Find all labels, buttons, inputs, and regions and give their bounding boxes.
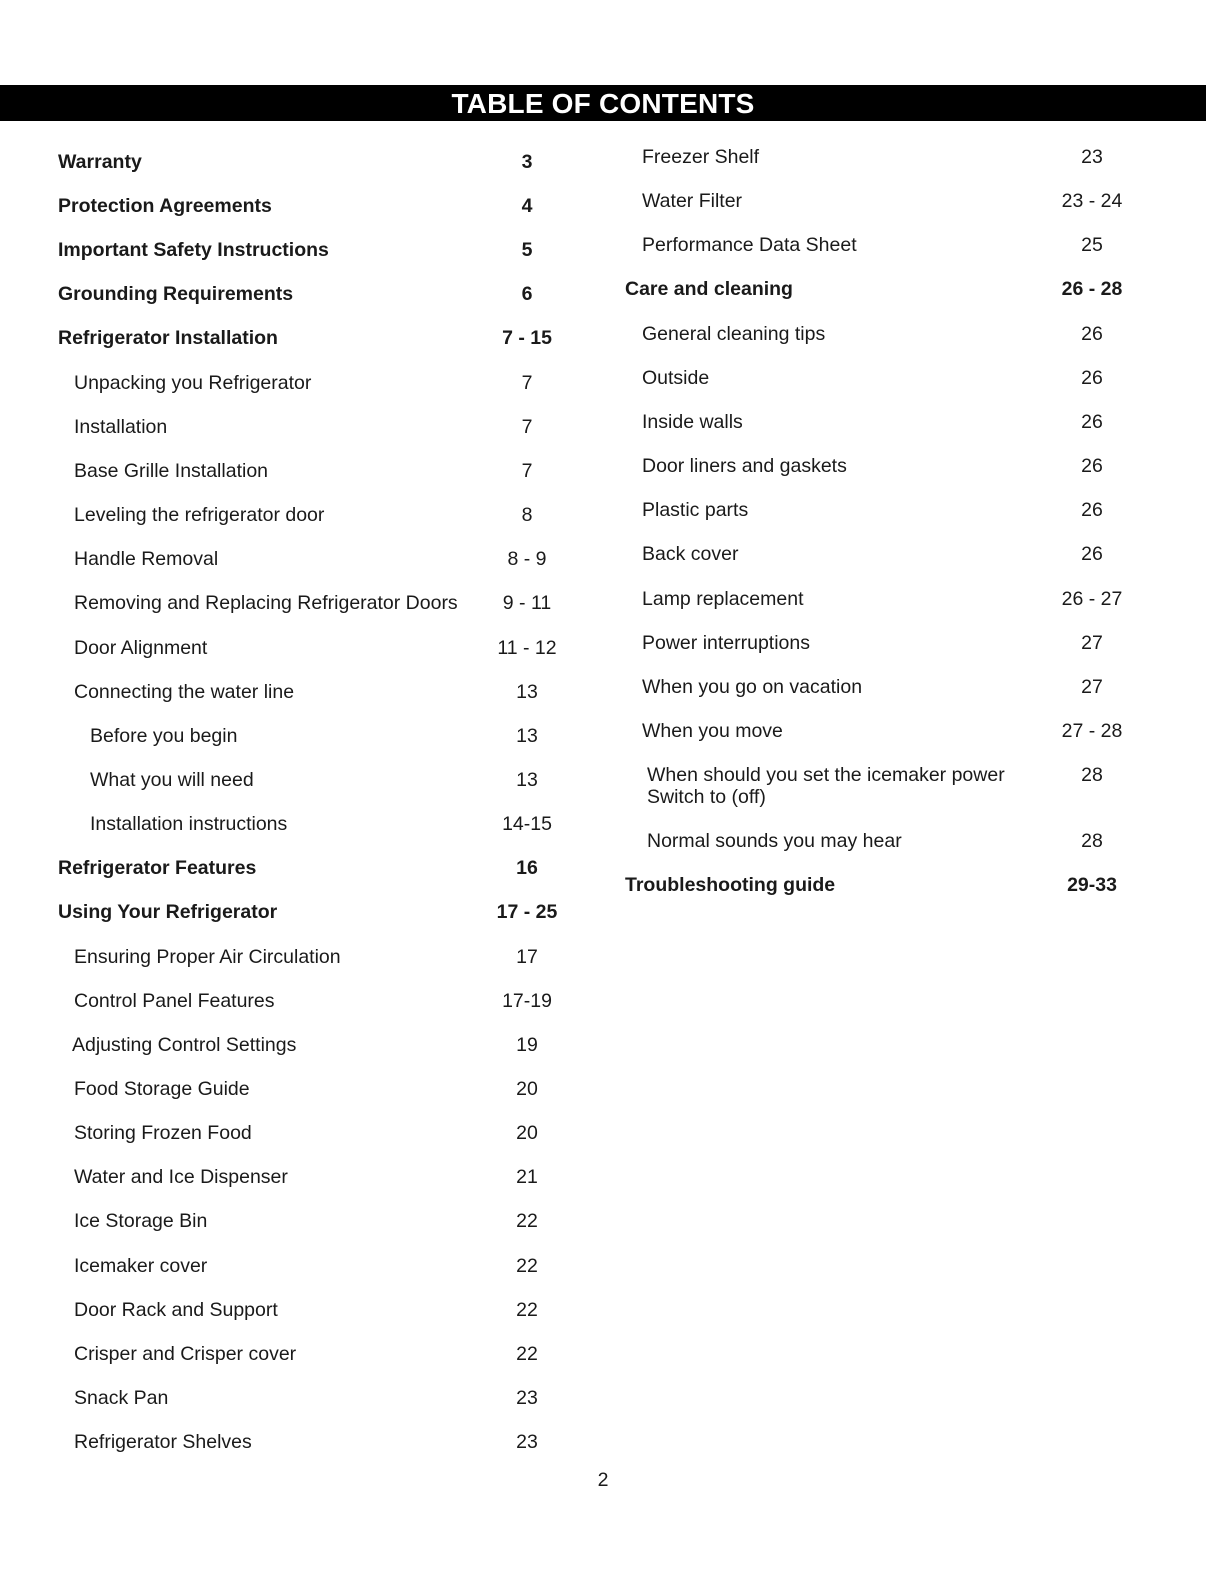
toc-label: Using Your Refrigerator xyxy=(58,901,278,923)
toc-page: 26 xyxy=(1081,455,1103,477)
toc-page: 17 - 25 xyxy=(496,901,558,923)
toc-label: Grounding Requirements xyxy=(58,283,294,305)
toc-page: 26 xyxy=(1081,411,1103,433)
toc-page: 3 xyxy=(521,151,533,173)
toc-label: Performance Data Sheet xyxy=(642,234,857,256)
toc-page: 8 xyxy=(521,504,533,526)
toc-page: 13 xyxy=(516,725,538,747)
toc-page: 7 xyxy=(521,416,533,438)
toc-label: Refrigerator Features xyxy=(58,857,257,879)
toc-page: 7 xyxy=(521,460,533,482)
toc-page: 22 xyxy=(516,1299,538,1321)
toc-page: 19 xyxy=(516,1034,538,1056)
toc-page: 4 xyxy=(521,195,533,217)
toc-page: 23 xyxy=(516,1387,538,1409)
toc-page: 26 - 28 xyxy=(1061,278,1123,300)
toc-page: 17-19 xyxy=(502,990,552,1012)
toc-page: 26 xyxy=(1081,543,1103,565)
toc-label: Back cover xyxy=(642,543,739,565)
toc-page: 23 xyxy=(516,1431,538,1453)
toc-label: Plastic parts xyxy=(642,499,749,521)
toc-label: Snack Pan xyxy=(74,1387,169,1409)
toc-page: 23 - 24 xyxy=(1061,190,1123,212)
page-number: 2 xyxy=(597,1469,609,1491)
toc-page: 28 xyxy=(1081,764,1103,786)
toc-label: Removing and Replacing Refrigerator Doors xyxy=(74,592,458,614)
toc-page: 22 xyxy=(516,1255,538,1277)
toc-page: 5 xyxy=(521,239,533,261)
toc-page: 6 xyxy=(521,283,533,305)
toc-page: 13 xyxy=(516,769,538,791)
toc-page: 27 xyxy=(1081,632,1103,654)
toc-label: When you move xyxy=(642,720,783,742)
toc-label: Unpacking you Refrigerator xyxy=(74,372,312,394)
toc-page: 20 xyxy=(516,1122,538,1144)
toc-label: Door Rack and Support xyxy=(74,1299,278,1321)
toc-page: 7 xyxy=(521,372,533,394)
toc-page: 27 xyxy=(1081,676,1103,698)
toc-label: Before you begin xyxy=(90,725,238,747)
toc-label: Handle Removal xyxy=(74,548,219,570)
toc-page: 26 xyxy=(1081,499,1103,521)
toc-label: Power interruptions xyxy=(642,632,810,654)
toc-page: 16 xyxy=(516,857,538,879)
toc-label: Lamp replacement xyxy=(642,588,804,610)
toc-label: Ensuring Proper Air Circulation xyxy=(74,946,341,968)
toc-page: 26 - 27 xyxy=(1061,588,1123,610)
toc-label: Control Panel Features xyxy=(74,990,275,1012)
toc-label: Connecting the water line xyxy=(74,681,295,703)
toc-page: 29-33 xyxy=(1067,874,1117,896)
toc-page: 8 - 9 xyxy=(507,548,547,570)
toc-page: 21 xyxy=(516,1166,538,1188)
toc-label: When should you set the icemaker power Switch to (off) xyxy=(647,764,1005,808)
toc-label: When you go on vacation xyxy=(642,676,863,698)
toc-page: 7 - 15 xyxy=(502,327,552,349)
toc-label: Crisper and Crisper cover xyxy=(74,1343,297,1365)
toc-label: Water Filter xyxy=(642,190,743,212)
toc-page: 27 - 28 xyxy=(1061,720,1123,742)
toc-label: Freezer Shelf xyxy=(642,146,760,168)
toc-page: 22 xyxy=(516,1210,538,1232)
toc-page: 22 xyxy=(516,1343,538,1365)
toc-page: 28 xyxy=(1081,830,1103,852)
toc-label: Leveling the refrigerator door xyxy=(74,504,325,526)
toc-page: 26 xyxy=(1081,323,1103,345)
toc-label: Base Grille Installation xyxy=(74,460,269,482)
toc-label: Refrigerator Installation xyxy=(58,327,278,349)
toc-page: 14-15 xyxy=(502,813,552,835)
toc-label: Protection Agreements xyxy=(58,195,272,217)
toc-label: Important Safety Instructions xyxy=(58,239,329,261)
toc-page: 25 xyxy=(1081,234,1103,256)
toc-page: 13 xyxy=(516,681,538,703)
toc-label: Warranty xyxy=(58,151,142,173)
toc-label: Inside walls xyxy=(642,411,743,433)
toc-label: Ice Storage Bin xyxy=(74,1210,208,1232)
toc-page: 17 xyxy=(516,946,538,968)
toc-label: Storing Frozen Food xyxy=(74,1122,252,1144)
toc-label: General cleaning tips xyxy=(642,323,826,345)
toc-label: Icemaker cover xyxy=(74,1255,208,1277)
toc-label: Adjusting Control Settings xyxy=(72,1034,297,1056)
toc-label: Door Alignment xyxy=(74,637,208,659)
toc-page: 9 - 11 xyxy=(502,592,552,614)
toc-label: Troubleshooting guide xyxy=(625,874,836,896)
toc-label: Food Storage Guide xyxy=(74,1078,250,1100)
toc-label: Refrigerator Shelves xyxy=(74,1431,252,1453)
toc-page: 20 xyxy=(516,1078,538,1100)
toc-page: 23 xyxy=(1081,146,1103,168)
toc-label: Installation xyxy=(74,416,168,438)
toc-label: What you will need xyxy=(90,769,254,791)
toc-label: Normal sounds you may hear xyxy=(647,830,902,852)
toc-label: Care and cleaning xyxy=(625,278,793,300)
toc-page: 26 xyxy=(1081,367,1103,389)
toc-page: 11 - 12 xyxy=(497,637,557,659)
toc-label: Installation instructions xyxy=(90,813,288,835)
page-title: TABLE OF CONTENTS xyxy=(451,88,755,119)
toc-label: Outside xyxy=(642,367,710,389)
toc-label: Water and Ice Dispenser xyxy=(74,1166,288,1188)
toc-label: Door liners and gaskets xyxy=(642,455,847,477)
